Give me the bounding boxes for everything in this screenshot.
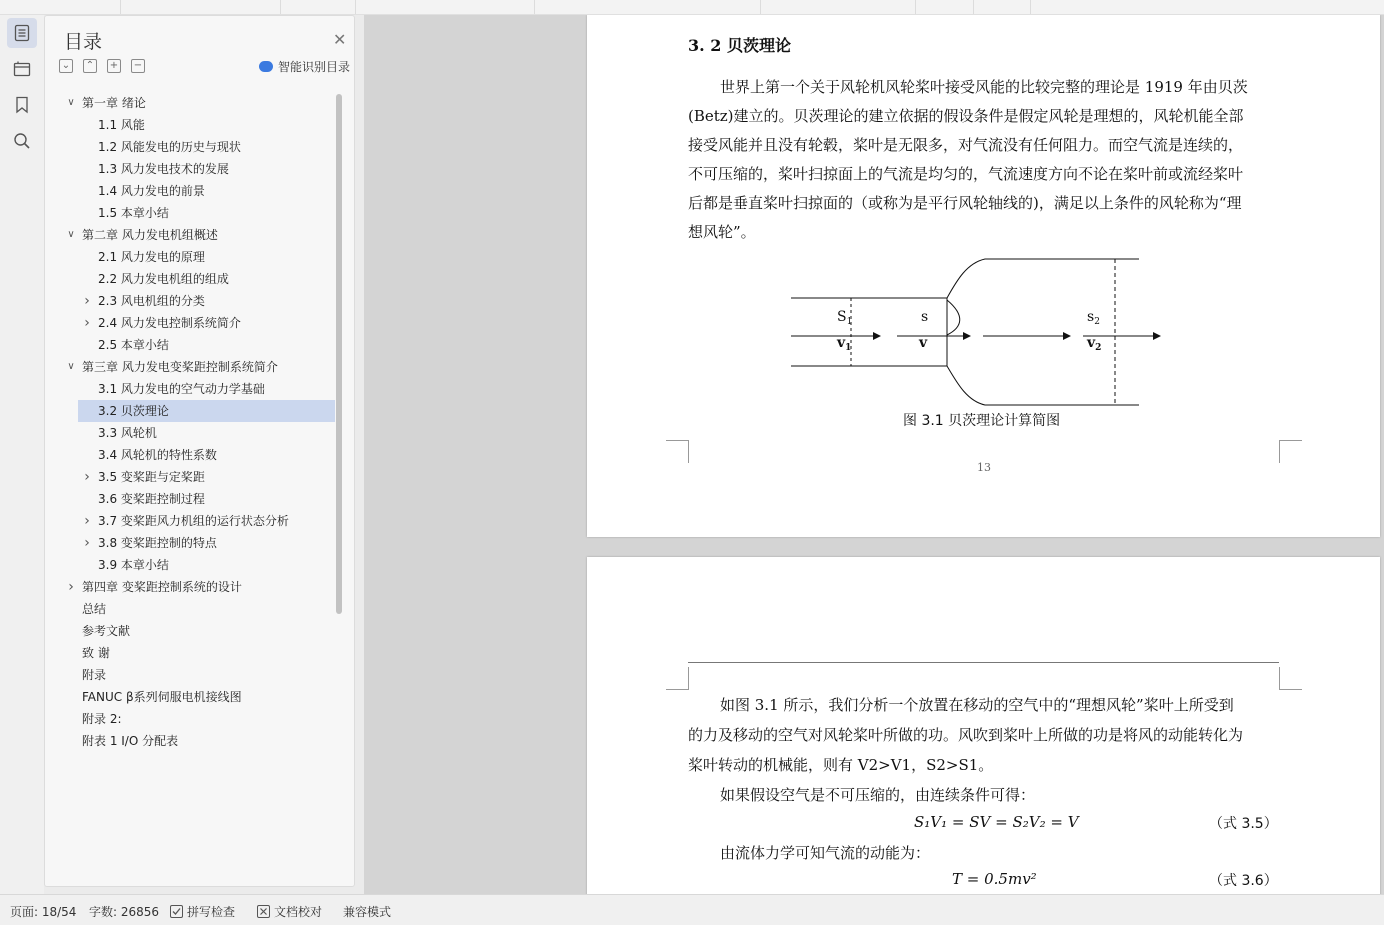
label-s: s bbox=[921, 309, 929, 325]
label-s2-sub: 2 bbox=[1094, 317, 1100, 327]
chevron-right-icon[interactable]: › bbox=[68, 579, 74, 595]
paragraph-line: 想风轮”。 bbox=[688, 223, 756, 241]
smart-toc-label: 智能识别目录 bbox=[278, 60, 351, 74]
toc-item[interactable] bbox=[45, 466, 335, 488]
label-s1: S bbox=[837, 309, 847, 325]
paragraph-line: (Betz)建立的。贝茨理论的建立依据的假设条件是假定风轮是理想的，风轮机能全部 bbox=[688, 107, 1244, 125]
margin-mark bbox=[666, 440, 689, 463]
remove-heading-icon[interactable]: − bbox=[131, 59, 145, 73]
header-rule bbox=[688, 662, 1279, 663]
paragraph-line: 不可压缩的，桨叶扫掠面上的气流是均匀的，气流速度方向不论在桨叶前或流经桨叶 bbox=[688, 165, 1244, 183]
toc-item-label: 1.2 风能发电的历史与现状 bbox=[98, 140, 241, 154]
toc-card bbox=[44, 15, 355, 887]
label-v1-sub: 1 bbox=[845, 343, 852, 353]
toc-item-label: 第三章 风力发电变桨距控制系统简介 bbox=[82, 360, 278, 374]
ai-icon bbox=[259, 61, 273, 72]
toc-item-label: 附表 1 I/O 分配表 bbox=[82, 734, 179, 748]
paragraph-line: 如果假设空气是不可压缩的，由连续条件可得： bbox=[720, 786, 1036, 804]
margin-mark bbox=[666, 667, 689, 690]
toc-title: 目录 bbox=[64, 31, 103, 53]
top-toolbar-strip bbox=[0, 0, 1384, 15]
toc-item[interactable] bbox=[45, 312, 335, 334]
toc-item-label: 2.4 风力发电控制系统简介 bbox=[98, 316, 241, 330]
margin-mark bbox=[1279, 667, 1302, 690]
toc-item[interactable] bbox=[45, 202, 335, 224]
smart-toc-button[interactable] bbox=[259, 58, 350, 75]
divider bbox=[355, 0, 356, 14]
paragraph-line: 桨叶转动的机械能，则有 V2>V1，S2>S1。 bbox=[688, 756, 994, 774]
document-page bbox=[587, 15, 1380, 537]
left-icon-rail bbox=[0, 15, 45, 894]
bookmark-icon bbox=[15, 96, 29, 114]
toc-item[interactable] bbox=[45, 576, 335, 598]
label-s1-sub: 1 bbox=[846, 317, 853, 327]
checkbox-icon bbox=[170, 905, 183, 918]
paragraph-line: 世界上第一个关于风轮机风轮桨叶接受风能的比较完整的理论是 1919 年由贝茨 bbox=[720, 78, 1248, 96]
toc-item-label: 3.1 风力发电的空气动力学基础 bbox=[98, 382, 265, 396]
navigation-rail-button[interactable] bbox=[7, 54, 37, 84]
chevron-right-icon[interactable]: › bbox=[84, 293, 90, 309]
figure-caption: 图 3.1 贝茨理论计算简图 bbox=[903, 413, 1061, 429]
section-heading: 3. 2 贝茨理论 bbox=[688, 36, 791, 55]
toc-item-label: 3.9 本章小结 bbox=[98, 558, 169, 572]
toc-item[interactable] bbox=[45, 136, 335, 158]
equation-label: （式 3.6） bbox=[1209, 873, 1278, 889]
toc-item-label: 2.5 本章小结 bbox=[98, 338, 169, 352]
status-bar bbox=[0, 894, 1384, 925]
toc-item[interactable] bbox=[45, 158, 335, 180]
toc-item[interactable] bbox=[45, 620, 335, 642]
equation-3-6: T = 0.5mv² bbox=[952, 870, 1037, 888]
divider bbox=[120, 0, 121, 14]
toc-item-label: 3.7 变桨距风力机组的运行状态分析 bbox=[98, 514, 289, 528]
toc-item[interactable] bbox=[45, 642, 335, 664]
divider bbox=[760, 0, 761, 14]
toc-item-label: 第一章 绪论 bbox=[82, 96, 146, 110]
toc-item-label: 致 谢 bbox=[82, 646, 110, 660]
toc-item-label: 第四章 变桨距控制系统的设计 bbox=[82, 580, 242, 594]
toc-item-label: FANUC β系列伺服电机接线图 bbox=[82, 690, 242, 704]
toc-item[interactable] bbox=[45, 246, 335, 268]
toc-list bbox=[45, 92, 335, 752]
equation-label: （式 3.5） bbox=[1209, 816, 1278, 832]
chevron-right-icon[interactable]: › bbox=[84, 513, 90, 529]
toc-item-label: 2.2 风力发电机组的组成 bbox=[98, 272, 229, 286]
toc-item-label: 2.1 风力发电的原理 bbox=[98, 250, 205, 264]
page-indicator[interactable]: 页面: 18/54 bbox=[10, 905, 77, 919]
bookmark-rail-button[interactable] bbox=[7, 90, 37, 120]
chevron-down-icon[interactable]: ∨ bbox=[67, 229, 75, 240]
toc-item[interactable] bbox=[45, 532, 335, 554]
proofread-button[interactable] bbox=[257, 903, 322, 920]
search-rail-button[interactable] bbox=[7, 126, 37, 156]
chevron-right-icon[interactable]: › bbox=[84, 315, 90, 331]
toc-item-label: 3.8 变桨距控制的特点 bbox=[98, 536, 217, 550]
expand-up-icon[interactable]: ⌃ bbox=[83, 59, 97, 73]
toc-item-label: 2.3 风电机组的分类 bbox=[98, 294, 205, 308]
toc-item[interactable] bbox=[45, 686, 335, 708]
toc-item[interactable] bbox=[45, 334, 335, 356]
paragraph-line: 由流体力学可知气流的动能为： bbox=[720, 844, 931, 862]
toc-item[interactable] bbox=[45, 268, 335, 290]
toc-item-label: 1.1 风能 bbox=[98, 118, 145, 132]
document-list-icon bbox=[14, 24, 30, 42]
svg-text:v1 bbox=[836, 335, 851, 353]
toc-item[interactable] bbox=[45, 444, 335, 466]
toc-item-label: 3.3 风轮机 bbox=[98, 426, 157, 440]
svg-text:v2 bbox=[1086, 335, 1101, 353]
divider bbox=[534, 0, 535, 14]
search-icon bbox=[13, 132, 31, 150]
toc-item[interactable] bbox=[45, 708, 335, 730]
toc-item[interactable] bbox=[45, 224, 335, 246]
toc-item[interactable] bbox=[45, 114, 335, 136]
close-icon[interactable]: ✕ bbox=[333, 30, 347, 49]
spell-check-label: 拼写检查 bbox=[187, 905, 236, 919]
toc-item[interactable] bbox=[45, 92, 335, 114]
margin-mark bbox=[1279, 440, 1302, 463]
label-s2: s bbox=[1087, 309, 1095, 325]
divider bbox=[1030, 0, 1031, 14]
chevron-down-icon[interactable]: ∨ bbox=[67, 361, 75, 372]
toc-item-label: 3.2 贝茨理论 bbox=[98, 404, 169, 418]
collapse-all-icon[interactable]: ⌄ bbox=[59, 59, 73, 73]
toc-item-label: 参考文献 bbox=[82, 624, 131, 638]
toc-item-label: 1.5 本章小结 bbox=[98, 206, 169, 220]
label-v2-sub: 2 bbox=[1095, 343, 1102, 353]
label-v: v bbox=[919, 335, 928, 351]
add-heading-icon[interactable]: + bbox=[107, 59, 121, 73]
toc-item[interactable] bbox=[45, 488, 335, 510]
equation-3-5: S₁V₁ = SV = S₂V₂ = V bbox=[914, 813, 1079, 831]
svg-text:s2 bbox=[1087, 309, 1100, 327]
divider bbox=[973, 0, 974, 14]
compat-mode[interactable]: 兼容模式 bbox=[343, 905, 392, 919]
toc-item-label: 总结 bbox=[82, 602, 107, 616]
spell-check-button[interactable] bbox=[170, 903, 235, 920]
proofread-icon bbox=[257, 905, 270, 918]
word-count[interactable]: 字数: 26856 bbox=[89, 905, 160, 919]
toc-item[interactable] bbox=[45, 598, 335, 620]
toc-item[interactable] bbox=[45, 180, 335, 202]
paragraph-line: 如图 3.1 所示，我们分析一个放置在移动的空气中的“理想风轮”桨叶上所受到 bbox=[720, 696, 1234, 714]
toc-item-label: 附录 2: bbox=[82, 712, 122, 726]
toc-item[interactable] bbox=[45, 422, 335, 444]
proofread-label: 文档校对 bbox=[274, 905, 323, 919]
label-v1: v bbox=[837, 335, 846, 351]
chevron-right-icon[interactable]: › bbox=[84, 535, 90, 551]
toc-item[interactable] bbox=[45, 554, 335, 576]
divider bbox=[915, 0, 916, 14]
toc-item-label: 1.4 风力发电的前景 bbox=[98, 184, 205, 198]
toc-item[interactable] bbox=[45, 290, 335, 312]
toc-item[interactable] bbox=[78, 400, 335, 422]
svg-text:S1 bbox=[837, 309, 852, 327]
chevron-right-icon[interactable]: › bbox=[84, 469, 90, 485]
toc-item[interactable] bbox=[45, 356, 335, 378]
toc-item-label: 1.3 风力发电技术的发展 bbox=[98, 162, 229, 176]
betz-diagram bbox=[787, 255, 1167, 410]
toc-scrollbar[interactable] bbox=[336, 94, 342, 614]
toc-rail-button[interactable] bbox=[7, 18, 37, 48]
page-number: 13 bbox=[977, 461, 991, 474]
document-page bbox=[587, 557, 1380, 894]
outline-tree-icon bbox=[13, 60, 31, 78]
toc-item-label: 附录 bbox=[82, 668, 107, 682]
document-area[interactable] bbox=[364, 15, 1384, 894]
paragraph-line: 的力及移动的空气对风轮桨叶所做的功。风吹到桨叶上所做的功是将风的动能转化为 bbox=[688, 726, 1244, 744]
toc-item[interactable] bbox=[45, 510, 335, 532]
toc-item[interactable] bbox=[45, 378, 335, 400]
toc-item[interactable] bbox=[45, 730, 335, 752]
toc-item[interactable] bbox=[45, 664, 335, 686]
toc-panel bbox=[44, 15, 364, 894]
chevron-down-icon[interactable]: ∨ bbox=[67, 97, 75, 108]
paragraph-line: 接受风能并且没有轮毂，桨叶是无限多，对气流没有任何阻力。而空气流是连续的， bbox=[688, 136, 1244, 154]
toc-item-label: 3.4 风轮机的特性系数 bbox=[98, 448, 217, 462]
toc-item-label: 3.6 变桨距控制过程 bbox=[98, 492, 205, 506]
paragraph-line: 后都是垂直桨叶扫掠面的（或称为是平行风轮轴线的)，满足以上条件的风轮称为“理 bbox=[688, 194, 1242, 212]
divider bbox=[280, 0, 281, 14]
label-v2: v bbox=[1087, 335, 1096, 351]
toc-item-label: 3.5 变桨距与定桨距 bbox=[98, 470, 205, 484]
toc-item-label: 第二章 风力发电机组概述 bbox=[82, 228, 218, 242]
